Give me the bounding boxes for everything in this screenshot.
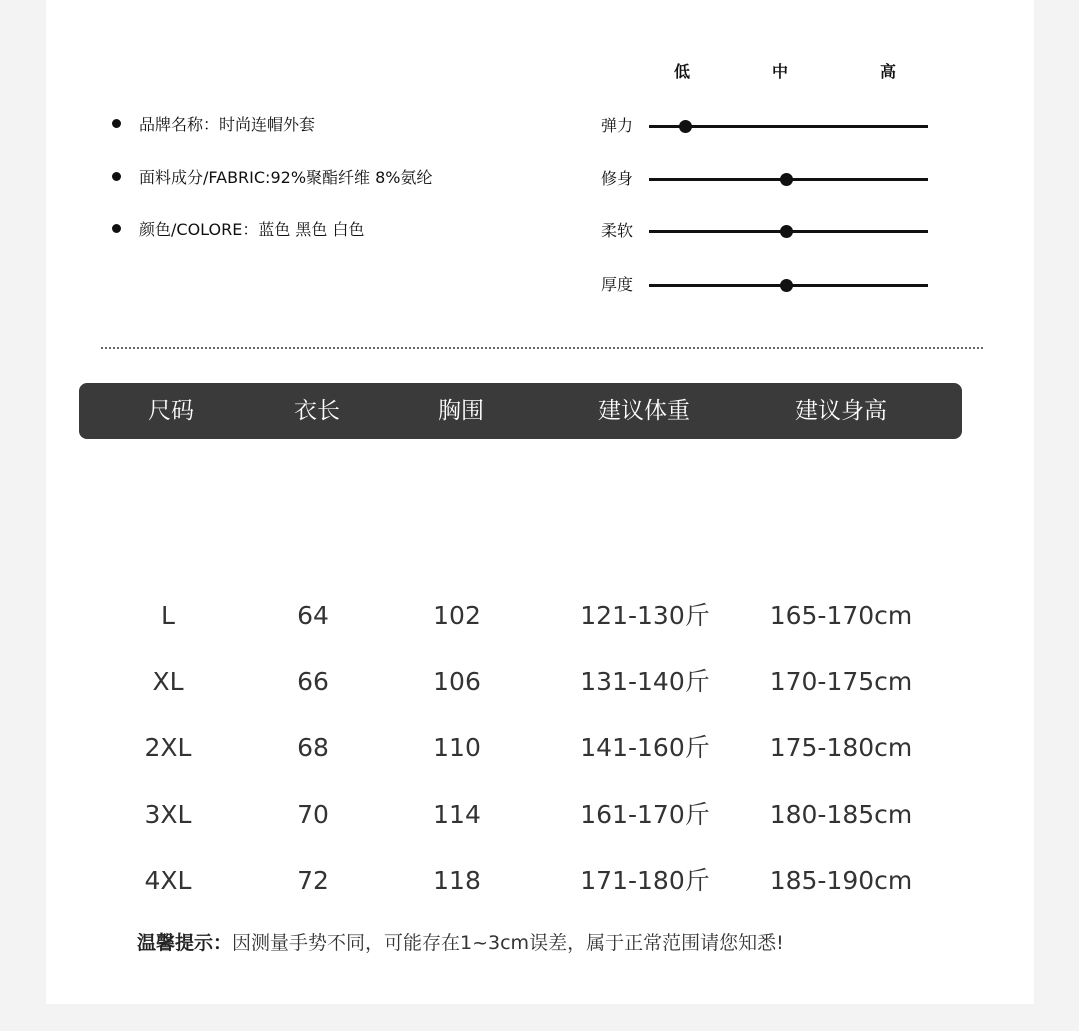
attribute-color [112, 217, 365, 240]
size-table-header [79, 383, 962, 439]
rating-thickness [601, 274, 931, 296]
cell-size: L [161, 601, 175, 630]
rating-knob [780, 279, 793, 292]
attribute-label: 颜色/COLORE： [139, 220, 259, 239]
cell-size: 3XL [144, 800, 192, 829]
table-row [0, 662, 1079, 702]
cell-weight: 171-180斤 [580, 866, 710, 895]
rating-knob [780, 225, 793, 238]
table-row [0, 728, 1079, 768]
cell-length: 68 [297, 733, 329, 762]
rating-fit [601, 168, 931, 190]
bullet-icon [112, 119, 121, 128]
cell-height: 185-190cm [769, 866, 913, 895]
attribute-brand [112, 112, 315, 135]
cell-weight: 131-140斤 [580, 667, 710, 696]
rating-label: 弹力 [601, 116, 634, 135]
table-row [0, 795, 1079, 835]
scale-mid-label: 中 [772, 62, 789, 81]
attribute-label: 品牌名称： [139, 115, 220, 134]
table-row [0, 861, 1079, 901]
attribute-value: 92%聚酯纤维 8%氨纶 [270, 168, 433, 187]
cell-length: 64 [297, 601, 329, 630]
cell-weight: 121-130斤 [580, 601, 710, 630]
attribute-label: 面料成分/FABRIC: [139, 168, 271, 187]
rating-softness [601, 220, 931, 242]
cell-weight: 161-170斤 [580, 800, 710, 829]
cell-chest: 110 [433, 733, 481, 762]
rating-elasticity [601, 115, 931, 137]
header-weight: 建议体重 [598, 398, 690, 424]
scale-low-label: 低 [674, 62, 691, 81]
cell-length: 70 [297, 800, 329, 829]
cell-height: 165-170cm [769, 601, 913, 630]
scale-high-label: 高 [880, 62, 897, 81]
rating-label: 厚度 [601, 275, 634, 294]
cell-size: 2XL [144, 733, 192, 762]
rating-label: 柔软 [601, 221, 634, 240]
header-chest: 胸围 [438, 398, 484, 424]
cell-chest: 118 [433, 866, 481, 895]
attribute-value: 蓝色 黑色 白色 [258, 220, 365, 239]
header-length: 衣长 [294, 398, 340, 424]
cell-length: 66 [297, 667, 329, 696]
cell-height: 180-185cm [769, 800, 913, 829]
bullet-icon [112, 172, 121, 181]
attribute-fabric [112, 165, 433, 188]
cell-size: XL [152, 667, 184, 696]
header-height: 建议身高 [795, 398, 887, 424]
bullet-icon [112, 224, 121, 233]
rating-knob [679, 120, 692, 133]
dotted-divider [101, 347, 983, 349]
note-text: 因测量手势不同，可能存在1~3cm误差，属于正常范围请您知悉! [232, 932, 784, 954]
header-size: 尺码 [148, 398, 194, 424]
cell-weight: 141-160斤 [580, 733, 710, 762]
cell-length: 72 [297, 866, 329, 895]
cell-chest: 102 [433, 601, 481, 630]
attribute-value: 时尚连帽外套 [219, 115, 316, 134]
measurement-note [137, 928, 784, 955]
cell-chest: 114 [433, 800, 481, 829]
rating-knob [780, 173, 793, 186]
cell-height: 175-180cm [769, 733, 913, 762]
cell-size: 4XL [144, 866, 192, 895]
cell-height: 170-175cm [769, 667, 913, 696]
table-row [0, 596, 1079, 636]
rating-label: 修身 [601, 169, 634, 188]
cell-chest: 106 [433, 667, 481, 696]
note-label: 温馨提示： [137, 932, 233, 954]
page-background [46, 0, 1034, 1004]
